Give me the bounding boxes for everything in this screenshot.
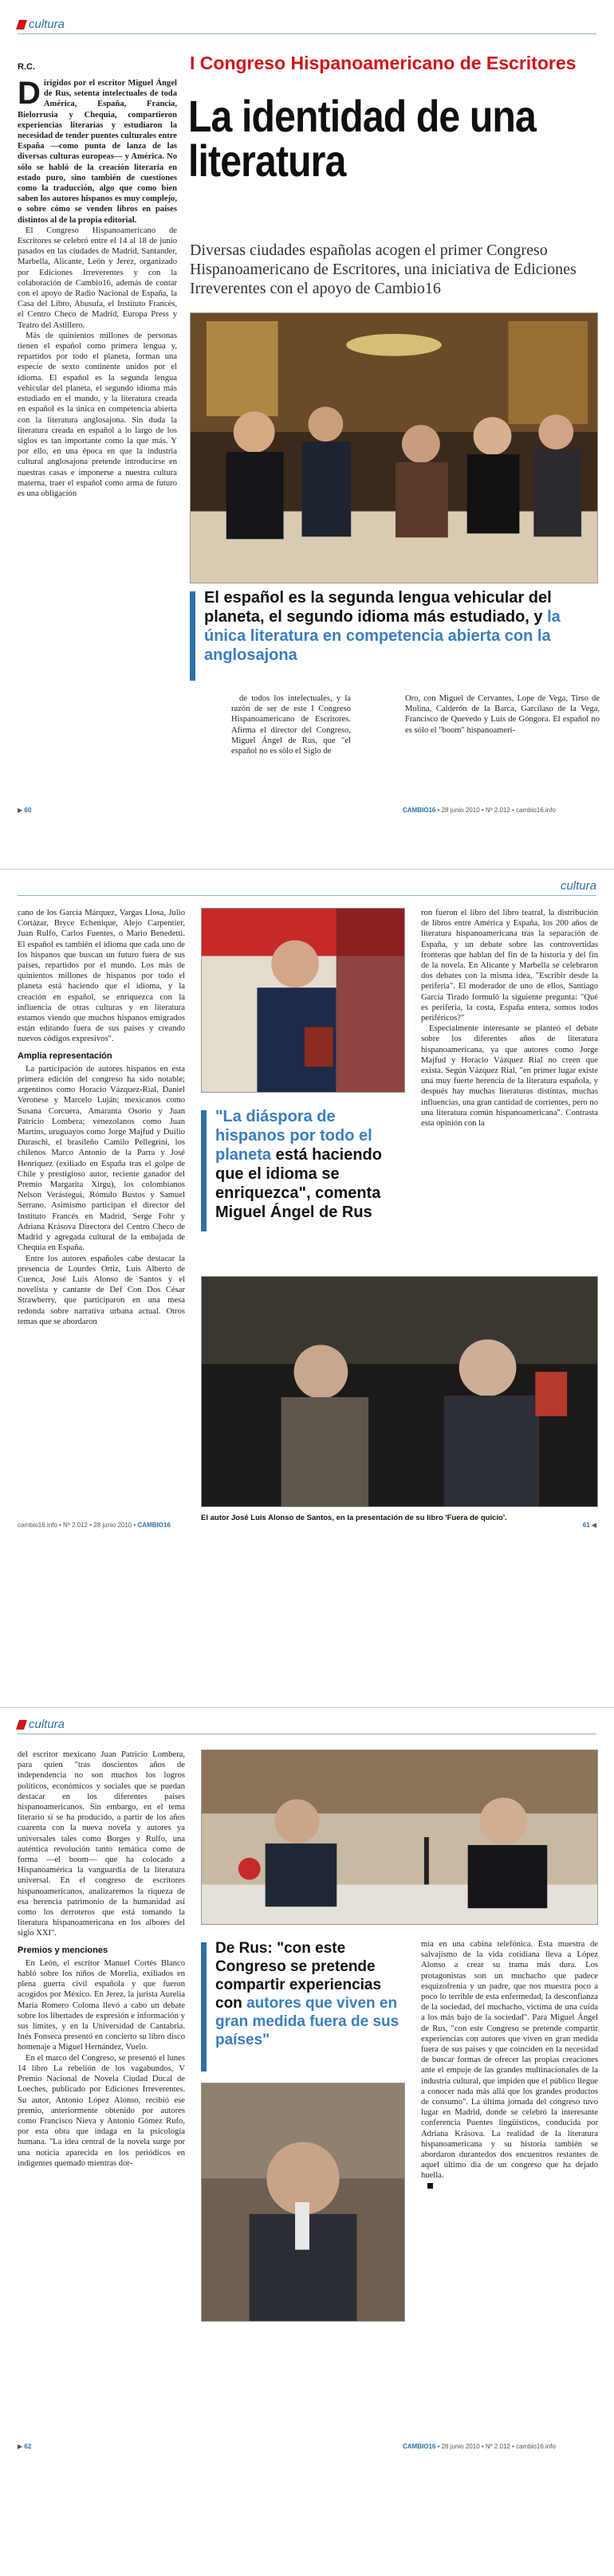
article-column-1: cano de los García Márquez, Vargas Llosa, Julio Cortázar, Bryce Echenique, Alejo Carpentier, Juan Rulfo, Carlos Fuentes, o Mario Benedetti. El español es también el idioma que cada uno de los hispanos que buscan un futuro fuera de sus países, repartidos por el mundo. Los más de quinientos millones de hispanos por todo el planeta está haciendo que el idioma, y la creación en español, se enriquezca con la influencia de otras culturas y en literatura estamos viendo que muchos hispanos emigrados están editando fuera de sus países y creando nuevos códigos expresivos". Amplia representación La participación de autores hispanos en esta primera edición del congreso ha sido notable; argentinos como Horacio Vázquez-Rial, Daniel Veronese y Marcelo Luján; mexicanos como Susana Corcuera, Amaranta Osorio y Juan Patricio Lombera; venezolanos como Juan Martins, uruguayos como Jorge Majfud y Duilio Duraschi, el brasileño Camilo Pellegrini, los chilenos Marco Antonio de la Parra y José Henríquez (exiliado en España tras el golpe de Chile y prestigioso autor, reciente ganador del Premio Margarita Xirgu), los colombianos Nelson Verástegui, Rómulo Bustos y Samuel Serrano. Asimismo participan el director del Instituto Francés en Madrid, Serge Fohr y Adriana Krásova Directora del Centro Checo de Madrid y agregada cultural de la embajada de Chequia en España. Entre los autores españoles cabe destacar la presencia de Lourdes Ortiz, Luis Alberto de Cuenca, José Luis Alonso de Santos y el novelista y cantante de Def Con Dos César Strawberry, que participaron en una mesa redonda sobre narrativa urbana actual. Otros temas que se abordaron (18, 909, 185, 1326)
top-rule (18, 33, 596, 34)
page-number: ▶ 60 (18, 807, 32, 814)
photo-caption: El autor José Luis Alonso de Santos, en la presentación de su libro 'Fuera de quicio'. (201, 1514, 507, 1522)
page-footer: CAMBIO16 • 28 junio 2010 • Nº 2.012 • cambio16.info (403, 807, 556, 814)
deck: Diversas ciudades españolas acogen el primer Congreso Hispanoamericano de Escritores, una iniciativa de Ediciones Irreverentes con el apoyo de Cambio16 (190, 242, 577, 297)
pull-quote: El español es la segunda lengua vehicular del planeta, el segundo idioma más estudiado, y la única literatura en competencia abierta con la anglosajona (190, 588, 598, 684)
subheading: Amplia representación (18, 1050, 112, 1061)
drop-cap: D (18, 76, 41, 111)
photo-jose-luis-alonso-de-santos (201, 1276, 598, 1507)
page-number: ▶ 62 (18, 2443, 32, 2450)
pull-quote: De Rus: "con este Congreso se pretende compartir experiencias con autores que viven en gran medida fuera de sus países" (201, 1939, 405, 2075)
section-label: cultura (18, 1718, 65, 1731)
pull-quote-bar (201, 1110, 207, 1231)
subheading: Premios y menciones (18, 1945, 108, 1955)
pull-quote-bar (190, 591, 195, 681)
photo-congress-panel (190, 312, 598, 583)
magazine-page-62 (0, 1707, 614, 2576)
kicker: I Congreso Hispanoamericano de Escritores (190, 53, 577, 73)
magazine-page-61 (0, 869, 614, 1707)
headline: La identidad de una literatura (188, 91, 536, 186)
section-label: cultura (18, 18, 65, 31)
top-rule (18, 895, 596, 896)
paragraph: El Congreso Hispanoamericano de Escritores se celebró entre el 14 al 18 de junio pasados en las ciudades de Madrid, Santander, Marbella, Alicante, León y Jerez, organizado por Ediciones Irreverentes y con la colaboración de Cambio16, además de contar con el apoyo de Radio Nacional de España, la Casa del Libro, Abusufa, el Instituto Francés, el Centro Checo de Madrid, Europa Press y Teatro del Astillero. (18, 226, 177, 330)
lead-paragraph: Dirigidos por el escritor Miguel Ángel de Rus, setenta intelectuales de toda América, España, Francia, Bielorrusia y Chequia, compartieron experiencias literarias y estudiaron la necesidad de tender puentes culturales entre España —como punta de lanza de las diversas culturas europeas— y América. No sólo se habló de la creación literaria en estado puro, sino también de cuestiones como la traducción, algo que como bien saben los autores hispanos es muy complejo, o sobre cómo se venden libros en países distintos al de la propia editorial. (18, 76, 177, 225)
pull-quote-bar (201, 1942, 207, 2071)
section-flag-icon (16, 1720, 27, 1730)
photo-radio-interview (201, 1749, 598, 1925)
page-number: 61 ◀ (582, 1522, 596, 1529)
pull-quote: "La diáspora de hispanos por todo el planeta está haciendo que el idioma se enriquezca", comenta Miguel Ángel de Rus (201, 1107, 405, 1235)
paragraph: Más de quinientos millones de personas tienen el español como primera lengua y, repartidos por todo el planeta, forman una especie de sexto continente unidos por el idioma. El español es la segunda lengua vehicular del planeta, el segundo idioma más estudiado en el mundo, y la literatura creada en español es la única en competencia abierta con la literatura anglosajona. Sin duda la literatura creada en español a lo largo de los siglos es tan importante como la que más. Y por ello, en una época en que la industria cultural anglosajona pretende introducirse en nuestras casas e imponerse a nuestra cultura materna, traer el español como arma de futuro es una obligación (18, 331, 177, 498)
article-column-3: Oro, con Miguel de Cervantes, Lope de Vega, Tirso de Molina, Calderón de la Barca, Garcilaso de la Vega, Francisco de Quevedo y Luis de Góngora. El español no es sólo el "boom" hispanoameri- (405, 694, 600, 735)
photo-antonio-lopez-alonso (201, 2083, 405, 2322)
article-column-2: de todos los intelectuales, y la razón de ser de este I Congreso Hispanoamericano de Escritores. Afirma el director del Congreso, Miguel Ángel de Rus, que "el español no es sólo el Siglo de (231, 694, 351, 756)
end-mark (427, 2183, 433, 2189)
byline: R.C. (18, 62, 35, 72)
page-footer: cambio16.info • Nº 2.012 • 28 junio 2010 • CAMBIO16 (18, 1522, 171, 1529)
magazine-page-60 (0, 0, 614, 869)
section-label: cultura (560, 879, 596, 893)
article-column-3: ron fueron el libro del libro teatral, la distribución de libros entre América y España, los 200 años de literatura hispanoamericana tras la separación de España, y un debate sobre las controvertidas fronteras que hablan del fin de la historia y del fin de la novela. En Alicante y Marbella se celebraron dos debates con la misma idea, "Escribir desde la periferia". El moderador de uno de ellos, Santiago García Tirado formuló la siguiente pregunta: "Qué es periferia, la costa, España entera, somos todos periféricos?" Especialmente interesante se planteó el debate sobre los diferentes años de literatura hispanoamericana, ya que autores como Jorge Majfud y Horacio Vázquez Rial no creen que exista. Según Vázquez Rial, "en primer lugar existe una muy fuerte herencia de la literatura española, y después hay muchas literaturas distintas, muchas influencias, una gran cantidad de corrientes, pero no una literatura común hispanoamericana". Contrasta esta opinión con la (421, 909, 598, 1129)
article-column-1 (18, 78, 177, 499)
article-column-1: del escritor mexicano Juan Patricio Lombera, para quien "tras doscientos años de independencia no son muchos los logros políticos, económicos y sociales que se puedan destacar en los diferentes países hispanoamericanos. Sin embargo, en el tema literario sí se ha producido, a partir de los años cuarenta con la nueva novela y autores ya universales tales como Borges y Rulfo, una auténtica revolución tanto temática como de forma —el boom— que ha colocado a Hispanoamérica la vanguardia de la literatura universal. En el congreso de escritores hispanoamericanos, analizaremos la riqueza de esa herencia patrimonio de la humanidad así como los derroteros que está tomando la literatura hispanoamericana en los albores del siglo XXI". Premios y menciones En León, el escritor Manuel Cortés Blanco habló sobre los niños de Morelia, exiliados en plena guerra civil española y que fueron acogidos por México. En Jerez, la jurista Aurelia María Romero Coloma llevó a cabo un debate sobre los libertades de expresión e información y sus límites, y en la Universidad de Cantabria. Inés Fonseca presentó en concierto su libro disco homenaje a Miguel Hernández, Vuelo. En el marco del Congreso, se presentó el lunes 14 libro La rebelión de los vagabundos, V Premio Nacional de Novela Ciudad Ducal de Loeches, publicado por Ediciones Irreverentes. Su autor, Antonio López Alonso, recibió ese premio, anteriormente obtenido por autores como Francisco Nieva y Antonio Gómez Rufo, por esta obra que indaga en la psicología humana. "La idea central de la novela surge por una noticia aparecida en los periódicos en indigentes quemado mientras dor- (18, 1750, 185, 2168)
article-column-2: mía en una cabina telefónica. Esta muestra de salvajismo de la vida cotidiana lleva a López Alonso a crear su trama más dura. Los protagonistas son un muchacho que padece esquizofrenia y un padre, que nos muestra poco a poco lo terrible de esta enfermedad, la desconfianza de la sociedad, del muchacho, víctima de una cuida a los más bajo de la sociedad". Para Miguel Ángel de Rus, "con este Congreso se pretende compartir experiencias con autores que viven en gran medida fuera de sus países y que coinciden en la necesidad de buscar formas de ofrecer las propias creaciones ante el empuje de las grandes multinacionales de la industria cultural, que impiden que el público llegue a conocer nada más allá que los grandes productos de consumo". La última jornada del congreso tuvo lugar en Madrid, donde se celebró la interesante conferencia Puentes lingüísticos, conducida por Adriana Krásova. La realidad de la literatura hispanoamericana y su historia también se abordaron durantedos dos encuentros restantes de aquel último día de un congreso que ha dejado huella. (421, 1939, 598, 2192)
section-flag-icon (16, 20, 27, 29)
photo-miguel-angel-de-rus (201, 908, 405, 1093)
page-footer: CAMBIO16 • 28 junio 2010 • Nº 2.012 • cambio16.info (403, 2443, 556, 2450)
